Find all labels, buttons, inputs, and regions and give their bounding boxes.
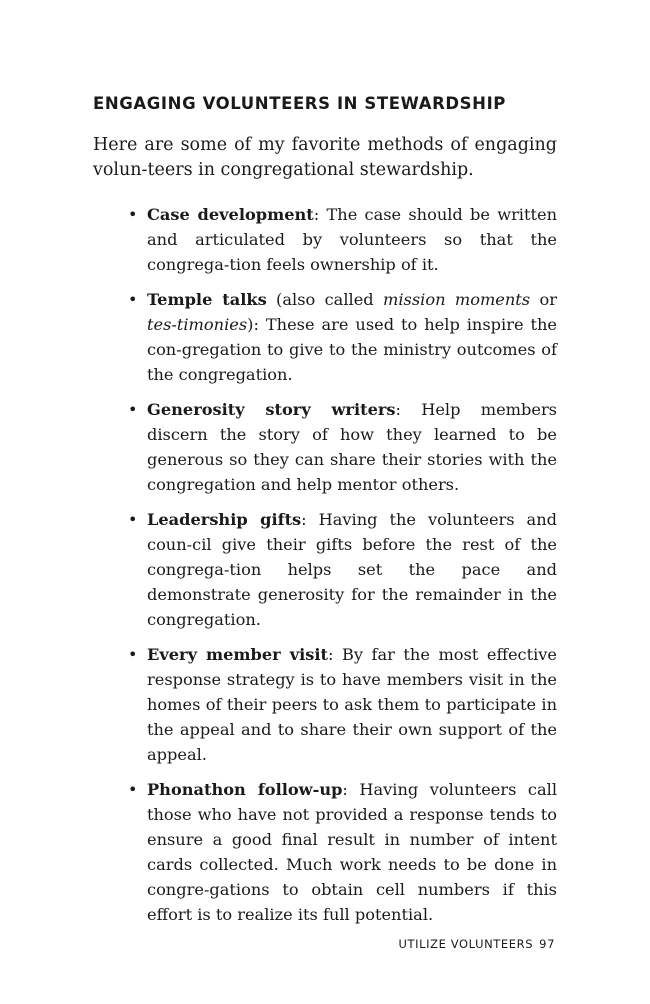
item-text: : Having the volunteers and coun-cil give their gifts before the rest of the congrega-tion helps set the pace and demonstrate generosity for the remainder in the congregation. — [147, 510, 557, 629]
methods-list — [124, 202, 557, 937]
item-term: Every member visit — [147, 645, 328, 664]
item-text: : Having volunteers call those who have not provided a response tends to ensure a good final result in number of intent cards collected. Much work needs to be done in congre-gations to obtain cell numbers if this effort is to realize its full potential. — [147, 780, 558, 924]
intro-paragraph: Here are some of my favorite methods of engaging volun-teers in congregational stewardship. — [93, 135, 557, 180]
item-text-middle: or — [530, 290, 557, 309]
item-text: : By far the most effective response strategy is to have members visit in the homes of their peers to ask them to participate in the appeal and to share their own support of the appeal. — [147, 645, 558, 764]
running-head: UTILIZE VOLUNTEERS — [398, 937, 534, 951]
bullet-icon: • — [128, 400, 138, 419]
item-text: : The case should be written and articulated by volunteers so that the congrega-tion feels ownership of it. — [147, 205, 557, 274]
item-term: Leadership gifts — [147, 510, 302, 529]
bullet-icon: • — [128, 290, 138, 309]
list-item-temple-talks — [124, 287, 557, 387]
bullet-icon: • — [128, 205, 138, 224]
section-heading: ENGAGING VOLUNTEERS IN STEWARDSHIP — [93, 94, 506, 113]
item-text: : Help members discern the story of how they learned to be generous so they can share their stories with the congregation and help mentor others. — [147, 400, 557, 494]
item-term: Case development — [147, 205, 314, 224]
page-number: 97 — [539, 937, 555, 951]
item-emphasis-1: mission moments — [383, 290, 531, 309]
bullet-icon: • — [128, 780, 138, 799]
item-term: Generosity story writers — [147, 400, 396, 419]
list-item-generosity-story-writers — [124, 397, 557, 497]
list-item-leadership-gifts — [124, 507, 557, 632]
item-term: Temple talks — [147, 290, 267, 309]
list-item-phonathon-follow-up — [124, 777, 557, 927]
item-emphasis-2: tes-timonies — [147, 315, 248, 334]
item-text: ): These are used to help inspire the con-gregation to give to the ministry outcomes of the congregation. — [147, 315, 557, 384]
list-item-every-member-visit — [124, 642, 557, 767]
item-term: Phonathon follow-up — [147, 780, 343, 799]
page-footer — [399, 937, 556, 951]
item-text-prefix: (also called — [266, 290, 383, 309]
bullet-icon: • — [128, 645, 138, 664]
list-item-case-development — [124, 202, 557, 277]
bullet-icon: • — [128, 510, 138, 529]
